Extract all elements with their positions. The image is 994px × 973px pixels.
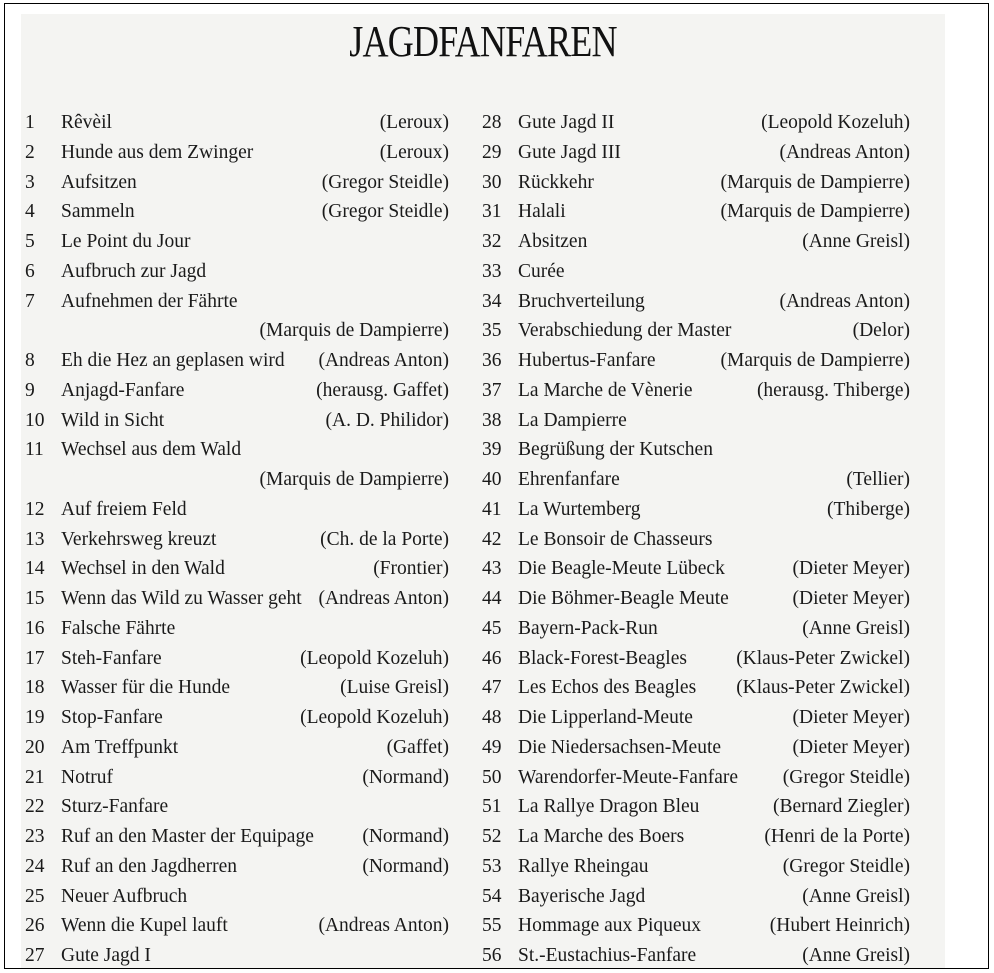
track-title: Steh-Fanfare bbox=[61, 647, 162, 669]
track-composer: (Marquis de Dampierre) bbox=[720, 350, 910, 371]
track-composer: (Anne Greisl) bbox=[802, 945, 910, 966]
track-title: Sammeln bbox=[61, 201, 135, 223]
track-composer: (Anne Greisl) bbox=[802, 885, 910, 907]
track-composer: (Hubert Heinrich) bbox=[769, 915, 910, 937]
track-number: 40 bbox=[482, 469, 502, 490]
track-composer: (Gregor Steidle) bbox=[782, 766, 910, 788]
track-title: Bruchverteilung bbox=[518, 290, 645, 312]
track-row bbox=[482, 406, 910, 436]
track-composer: (Delor) bbox=[852, 320, 910, 342]
track-composer: (Gregor Steidle) bbox=[782, 855, 910, 877]
track-number: 12 bbox=[25, 498, 45, 520]
track-title: Am Treffpunkt bbox=[61, 736, 179, 758]
scanned-sheet bbox=[21, 14, 945, 968]
track-number: 41 bbox=[482, 498, 502, 520]
track-number: 10 bbox=[25, 409, 45, 431]
track-title: Absitzen bbox=[518, 231, 588, 252]
track-row bbox=[482, 763, 910, 793]
track-title: Gute Jagd II bbox=[518, 112, 615, 133]
track-number: 29 bbox=[482, 141, 502, 163]
track-row bbox=[25, 227, 449, 257]
track-number: 2 bbox=[25, 141, 35, 163]
track-number: 9 bbox=[25, 379, 35, 401]
track-row bbox=[482, 941, 910, 971]
track-row bbox=[482, 614, 910, 644]
track-composer: (Anne Greisl) bbox=[802, 617, 910, 639]
track-title: Neuer Aufbruch bbox=[61, 885, 188, 907]
track-composer: (Anne Greisl) bbox=[802, 231, 910, 252]
track-composer: (Leopold Kozeluh) bbox=[761, 112, 910, 133]
track-number: 50 bbox=[482, 766, 502, 788]
track-row bbox=[482, 138, 910, 168]
track-number: 5 bbox=[25, 231, 35, 252]
track-number: 49 bbox=[482, 736, 502, 758]
track-composer: (Gregor Steidle) bbox=[321, 171, 449, 193]
track-row bbox=[25, 852, 449, 882]
track-title: Ehrenfanfare bbox=[518, 469, 620, 490]
track-composer: (Andreas Anton) bbox=[318, 588, 449, 609]
track-row bbox=[482, 882, 910, 912]
track-composer: (Klaus-Peter Zwickel) bbox=[736, 677, 910, 699]
track-list-right bbox=[482, 108, 910, 971]
track-title: Sturz-Fanfare bbox=[61, 796, 169, 818]
track-title: Les Echos des Beagles bbox=[518, 677, 697, 699]
track-row bbox=[482, 733, 910, 763]
track-composer: (Normand) bbox=[362, 766, 449, 788]
track-row bbox=[25, 287, 449, 317]
track-title: La Dampierre bbox=[518, 409, 627, 431]
track-row bbox=[25, 941, 449, 971]
track-row bbox=[482, 108, 910, 138]
track-number: 47 bbox=[482, 677, 502, 699]
track-composer: (Andreas Anton) bbox=[779, 290, 910, 312]
track-title: Aufnehmen der Fährte bbox=[61, 290, 238, 312]
track-number: 39 bbox=[482, 439, 502, 461]
track-row bbox=[25, 495, 449, 525]
track-row bbox=[482, 168, 910, 198]
track-number: 14 bbox=[25, 558, 45, 580]
track-composer: (herausg. Thiberge) bbox=[756, 379, 910, 401]
track-row bbox=[482, 197, 910, 227]
track-row bbox=[25, 911, 449, 941]
track-title: St.-Eustachius-Fanfare bbox=[518, 945, 697, 966]
page-frame bbox=[4, 3, 989, 969]
track-title: Begrüßung der Kutschen bbox=[518, 439, 713, 461]
track-row bbox=[482, 554, 910, 584]
track-title: Halali bbox=[518, 201, 566, 223]
track-number: 3 bbox=[25, 171, 35, 193]
track-composer: (Klaus-Peter Zwickel) bbox=[736, 647, 910, 669]
track-number: 13 bbox=[25, 528, 45, 550]
track-number: 26 bbox=[25, 915, 45, 937]
track-number: 28 bbox=[482, 112, 502, 133]
track-row bbox=[482, 227, 910, 257]
track-composer: (Gregor Steidle) bbox=[321, 201, 449, 223]
track-number: 56 bbox=[482, 945, 502, 966]
track-composer-continuation bbox=[25, 465, 449, 495]
track-title: Warendorfer-Meute-Fanfare bbox=[518, 766, 738, 788]
track-number: 4 bbox=[25, 201, 35, 223]
track-composer: (Andreas Anton) bbox=[318, 915, 449, 937]
track-title: Wechsel aus dem Wald bbox=[61, 439, 242, 461]
track-number: 20 bbox=[25, 736, 45, 758]
track-number: 55 bbox=[482, 915, 502, 937]
track-title: La Rallye Dragon Bleu bbox=[518, 796, 700, 818]
track-number: 8 bbox=[25, 350, 35, 371]
track-title: Anjagd-Fanfare bbox=[61, 379, 185, 401]
track-number: 19 bbox=[25, 707, 45, 728]
track-title: Stop-Fanfare bbox=[61, 707, 163, 728]
track-title: Aufsitzen bbox=[61, 171, 137, 193]
track-number: 23 bbox=[25, 826, 45, 847]
track-row bbox=[25, 346, 449, 376]
track-composer: (Luise Greisl) bbox=[340, 677, 449, 699]
track-composer: (Ch. de la Porte) bbox=[320, 528, 449, 550]
track-row bbox=[25, 554, 449, 584]
track-title: Ruf an den Master der Equipage bbox=[61, 826, 314, 847]
track-row bbox=[482, 911, 910, 941]
track-title: Rêvèil bbox=[61, 112, 112, 133]
track-composer: (Marquis de Dampierre) bbox=[259, 469, 449, 490]
track-number: 27 bbox=[25, 945, 45, 966]
track-row bbox=[25, 703, 449, 733]
track-row bbox=[25, 138, 449, 168]
track-row bbox=[482, 525, 910, 555]
track-title: Rückkehr bbox=[518, 171, 594, 193]
track-title: Falsche Fährte bbox=[61, 617, 176, 639]
track-row bbox=[482, 822, 910, 852]
track-number: 44 bbox=[482, 588, 502, 609]
track-list-left bbox=[25, 108, 449, 971]
track-row bbox=[25, 733, 449, 763]
track-number: 51 bbox=[482, 796, 502, 818]
track-composer: (Tellier) bbox=[846, 469, 910, 490]
track-title: Aufbruch zur Jagd bbox=[61, 260, 207, 282]
track-title: Bayerische Jagd bbox=[518, 885, 646, 907]
track-row bbox=[482, 644, 910, 674]
track-row bbox=[482, 346, 910, 376]
track-title: Wenn das Wild zu Wasser geht bbox=[61, 588, 302, 609]
track-number: 1 bbox=[25, 112, 35, 133]
track-number: 18 bbox=[25, 677, 45, 699]
track-composer: (Gaffet) bbox=[386, 736, 449, 758]
track-row bbox=[25, 525, 449, 555]
track-number: 42 bbox=[482, 528, 502, 550]
track-number: 6 bbox=[25, 260, 35, 282]
track-row bbox=[482, 852, 910, 882]
track-composer: (Marquis de Dampierre) bbox=[259, 320, 449, 342]
track-composer: (Normand) bbox=[362, 855, 449, 877]
track-row bbox=[482, 376, 910, 406]
track-number: 30 bbox=[482, 171, 502, 193]
track-title: Le Point du Jour bbox=[61, 231, 191, 252]
track-title: Auf freiem Feld bbox=[61, 498, 187, 520]
track-title: Wasser für die Hunde bbox=[61, 677, 230, 699]
track-title: Hommage aux Piqueux bbox=[518, 915, 702, 937]
track-composer: (Leroux) bbox=[379, 112, 449, 133]
track-title: La Wurtemberg bbox=[518, 498, 641, 520]
track-row bbox=[25, 673, 449, 703]
track-number: 48 bbox=[482, 707, 502, 728]
track-composer: (Dieter Meyer) bbox=[792, 736, 910, 758]
track-number: 24 bbox=[25, 855, 45, 877]
track-title: Wechsel in den Wald bbox=[61, 558, 225, 580]
track-composer: (A. D. Philidor) bbox=[325, 409, 449, 431]
track-title: Ruf an den Jagdherren bbox=[61, 855, 237, 877]
track-number: 7 bbox=[25, 290, 35, 312]
track-row bbox=[482, 792, 910, 822]
track-composer-continuation bbox=[25, 316, 449, 346]
track-composer: (Leopold Kozeluh) bbox=[300, 707, 449, 728]
track-row bbox=[25, 644, 449, 674]
track-number: 32 bbox=[482, 231, 502, 252]
track-number: 15 bbox=[25, 588, 45, 609]
track-composer: (Normand) bbox=[362, 826, 449, 847]
track-composer: (Frontier) bbox=[373, 558, 449, 580]
track-row bbox=[25, 882, 449, 912]
track-row bbox=[482, 703, 910, 733]
track-row bbox=[25, 376, 449, 406]
track-row bbox=[25, 614, 449, 644]
track-title: Die Niedersachsen-Meute bbox=[518, 736, 722, 758]
track-row bbox=[25, 584, 449, 614]
track-row bbox=[25, 822, 449, 852]
track-composer: (Leopold Kozeluh) bbox=[300, 647, 449, 669]
track-number: 34 bbox=[482, 290, 502, 312]
track-title: Verkehrsweg kreuzt bbox=[61, 528, 217, 550]
track-title: Wenn die Kupel lauft bbox=[61, 915, 228, 937]
track-composer: (Marquis de Dampierre) bbox=[720, 201, 910, 223]
track-title: Black-Forest-Beagles bbox=[518, 647, 687, 669]
track-number: 33 bbox=[482, 260, 502, 282]
track-title: Gute Jagd III bbox=[518, 141, 621, 163]
track-title: Hunde aus dem Zwinger bbox=[61, 141, 254, 163]
track-composer: (Dieter Meyer) bbox=[792, 707, 910, 728]
track-composer: (Dieter Meyer) bbox=[792, 588, 910, 609]
track-composer: (Henri de la Porte) bbox=[764, 826, 910, 847]
track-title: Wild in Sicht bbox=[61, 409, 165, 431]
track-composer: (Andreas Anton) bbox=[779, 141, 910, 163]
track-row bbox=[482, 316, 910, 346]
track-title: Die Böhmer-Beagle Meute bbox=[518, 588, 729, 609]
track-row bbox=[482, 673, 910, 703]
track-number: 43 bbox=[482, 558, 502, 580]
track-number: 25 bbox=[25, 885, 45, 907]
track-composer: (Thiberge) bbox=[826, 498, 910, 520]
track-row bbox=[25, 763, 449, 793]
track-title: Verabschiedung der Master bbox=[518, 320, 732, 342]
track-number: 53 bbox=[482, 855, 502, 877]
track-number: 45 bbox=[482, 617, 502, 639]
track-row bbox=[482, 584, 910, 614]
track-title: Le Bonsoir de Chasseurs bbox=[518, 528, 713, 550]
track-title: Bayern-Pack-Run bbox=[518, 617, 658, 639]
track-number: 54 bbox=[482, 885, 502, 907]
track-number: 37 bbox=[482, 379, 502, 401]
track-title: La Marche de Vènerie bbox=[518, 379, 693, 401]
track-composer: (Leroux) bbox=[379, 141, 449, 163]
track-number: 46 bbox=[482, 647, 502, 669]
track-composer: (Dieter Meyer) bbox=[792, 558, 910, 580]
track-composer: (Marquis de Dampierre) bbox=[720, 171, 910, 193]
track-row bbox=[482, 495, 910, 525]
track-row bbox=[25, 197, 449, 227]
track-number: 17 bbox=[25, 647, 45, 669]
track-title: Hubertus-Fanfare bbox=[518, 350, 656, 371]
track-title: Die Lipperland-Meute bbox=[518, 707, 693, 728]
track-number: 21 bbox=[25, 766, 45, 788]
track-title: Rallye Rheingau bbox=[518, 855, 649, 877]
track-composer: (herausg. Gaffet) bbox=[316, 379, 449, 401]
track-number: 35 bbox=[482, 320, 502, 342]
page-title: JAGDFANFAREN bbox=[349, 17, 617, 66]
track-number: 38 bbox=[482, 409, 502, 431]
track-row bbox=[25, 168, 449, 198]
track-number: 52 bbox=[482, 826, 502, 847]
track-row bbox=[25, 792, 449, 822]
track-title: Curée bbox=[518, 260, 565, 282]
track-row bbox=[25, 435, 449, 465]
track-row bbox=[482, 435, 910, 465]
track-row bbox=[482, 465, 910, 495]
track-composer: (Bernard Ziegler) bbox=[773, 796, 910, 818]
track-title: Die Beagle-Meute Lübeck bbox=[518, 558, 725, 580]
track-number: 36 bbox=[482, 350, 502, 371]
track-composer: (Andreas Anton) bbox=[318, 350, 449, 371]
track-row bbox=[482, 257, 910, 287]
track-row bbox=[25, 108, 449, 138]
track-number: 11 bbox=[25, 439, 44, 461]
track-title: Gute Jagd I bbox=[61, 945, 151, 966]
track-title: Eh die Hez an geplasen wird bbox=[61, 350, 285, 371]
track-row bbox=[25, 257, 449, 287]
track-number: 31 bbox=[482, 201, 502, 223]
track-title: La Marche des Boers bbox=[518, 826, 685, 847]
track-row bbox=[482, 287, 910, 317]
track-row bbox=[25, 406, 449, 436]
track-title: Notruf bbox=[61, 766, 113, 788]
track-number: 16 bbox=[25, 617, 45, 639]
track-number: 22 bbox=[25, 796, 45, 818]
